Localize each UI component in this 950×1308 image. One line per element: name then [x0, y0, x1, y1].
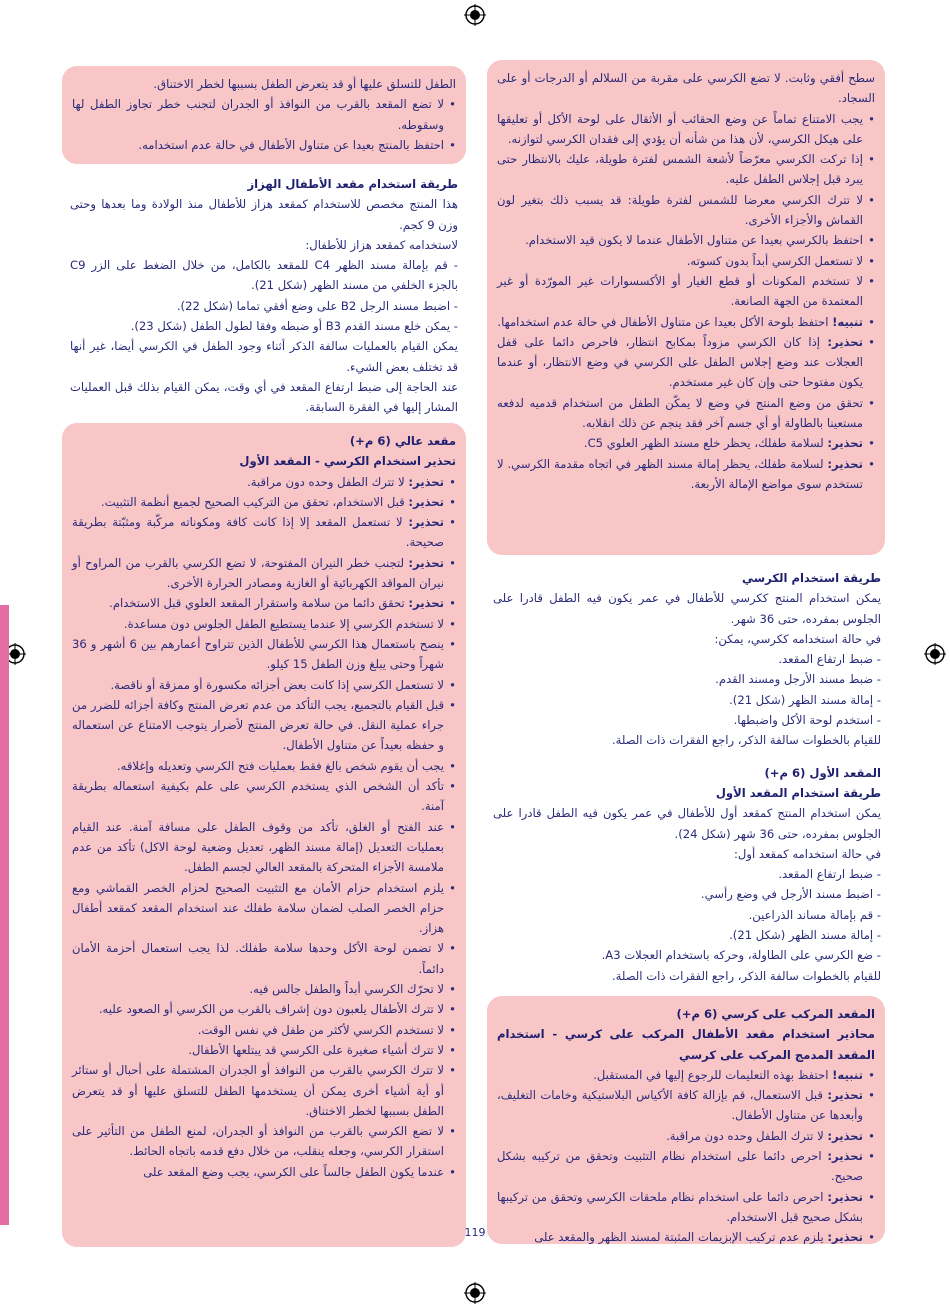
bullet-item: [497, 454, 875, 495]
bullet-text: لا تترك الطفل وحده دون مراقبة.: [666, 1128, 824, 1143]
paragraph: للقيام بالخطوات سالفة الذكر، راجع الفقرات ذات الصلة.: [611, 968, 881, 983]
bullet-item: [72, 1060, 456, 1121]
bullet-item: [497, 1227, 875, 1247]
spacer: [493, 751, 881, 763]
bullet-text: احرص دائما على استخدام نظام التثبيت وتحقق من تركيبه بشكل صحيح.: [497, 1149, 863, 1184]
bullet-item: [72, 94, 456, 135]
bullet-text: لا تضع المقعد بالقرب من النوافذ أو الجدران لتجنب خطر تجاوز الطفل لها وسقوطه.: [72, 97, 444, 132]
bullet-item: [497, 230, 875, 250]
paragraph: يمكن استخدام المنتج ككرسي للأطفال في عمر يكون فيه الطفل قادرا على الجلوس بمفرده، حتى 36 شهر.: [493, 591, 881, 626]
bullet-text: احرص دائما على استخدام نظام ملحقات الكرسي وتحقق من تركيبها بشكل صحيح قبل الاستخدام.: [497, 1189, 863, 1224]
warning-label: تحذير:: [408, 474, 444, 489]
bullet-text: يجب الامتناع تماماً عن وضع الحقائب أو الأثقال على لوحة الأكل أو تعليقها على هيكل الكرسي، لأن هذا من شأنه أن يؤدي إلى فقدان الكرسي لتوازنه.: [497, 111, 863, 146]
section-heading: طريقة استخدام مقعد الأطفال الهزاز: [247, 177, 458, 191]
bullet-item: [72, 1020, 456, 1040]
paragraph: - إمالة مسند الظهر (شكل 21).: [729, 928, 881, 943]
paragraph: في حالة استخدامه ككرسي، يمكن:: [714, 631, 881, 646]
warning-label: تحذير:: [827, 334, 864, 349]
bullet-item: [497, 393, 875, 434]
bullet-item: [72, 999, 456, 1019]
warning-label: تحذير:: [408, 596, 444, 611]
section-heading: مقعد عالي (6 م+): [349, 434, 456, 448]
warning-label: تحذير:: [408, 494, 444, 509]
bullet-item: [72, 634, 456, 675]
paragraph: - ضبط ارتفاع المقعد.: [778, 867, 881, 882]
bullet-text: لا تحرّك الكرسي أبداً والطفل جالس فيه.: [249, 982, 444, 997]
bullet-item: [72, 135, 456, 155]
bullet-item: [72, 1040, 456, 1060]
bullet-text: لا تستعمل الكرسي إذا كانت بعض أجزائه مكسورة أو ممزقة أو ناقصة.: [110, 677, 444, 692]
bullet-text: لا تترك الطفل وحده دون مراقبة.: [247, 474, 405, 489]
left-section-rocker: [70, 174, 458, 414]
bullet-list: [497, 109, 875, 495]
bullet-text: لا تضع الكرسي بالقرب من النوافذ أو الجدران، لمنع الطفل من التأثير على استقرار الكرسي، وجعله ينقلب، من خلال دفع قدمه باتجاه الحائط.: [72, 1124, 444, 1159]
paragraph: الطفل للتسلق عليها أو قد يتعرض الطفل بسببها لخطر الاختناق.: [153, 77, 456, 91]
warning-label: تحذير:: [827, 1088, 864, 1103]
bullet-text: احتفظ بالمنتج بعيدا عن متناول الأطفال في حالة عدم استخدامه.: [138, 137, 444, 152]
bullet-item: [497, 1126, 875, 1146]
paragraph: - استخدم لوحة الأكل واضبطها.: [733, 713, 881, 728]
bullet-item: [72, 1121, 456, 1162]
bullet-text: لسلامة طفلك، يحظر إمالة مسند الظهر في اتجاه مقدمة الكرسي. لا تستخدم سوى مواضع الإمالة الأربعة.: [497, 456, 863, 491]
paragraph: يمكن القيام بالعمليات سالفة الذكر أثناء وجود الطفل في الكرسي أيضا، غير أنها قد تختلف بعض الشيء.: [70, 339, 458, 374]
warning-label: تحذير:: [408, 515, 444, 530]
warning-label: تحذير:: [827, 1230, 863, 1245]
bullet-item: [72, 675, 456, 695]
bullet-item: [497, 1085, 875, 1126]
warning-label: تحذير:: [827, 456, 864, 471]
bullet-item: [497, 1146, 875, 1187]
right-warning-box-bottom: [487, 996, 885, 1244]
warning-label: تحذير:: [827, 1128, 863, 1143]
section-heading: طريقة استخدام المقعد الأول: [715, 785, 881, 800]
bullet-item: [72, 472, 456, 492]
section-heading: تحذير استخدام الكرسي - المقعد الأول: [239, 454, 456, 469]
bullet-item: [72, 776, 456, 817]
bullet-text: لا تستعمل المقعد إلا إذا كانت كافة ومكوناته مركّبة ومثبّتة بطريقة صحيحة.: [72, 515, 444, 550]
paragraph: يمكن استخدام المنتج كمقعد أول للأطفال في عمر يكون فيه الطفل قادرا على الجلوس بمفرده، حتى 36 شهر (شكل 24).: [493, 806, 881, 841]
bullet-text: تأكد أن الشخص الذي يستخدم الكرسي على علم بكيفية استعماله بطريقة آمنة.: [72, 779, 444, 814]
left-warning-box-bottom: [62, 423, 466, 1247]
bullet-text: قبل الاستخدام، تحقق من التركيب الصحيح لجميع أنظمة التثبيت.: [100, 494, 405, 509]
registration-mark-top-icon: [464, 4, 486, 26]
bullet-item: [72, 553, 456, 594]
bullet-item: [497, 149, 875, 190]
bullet-text: لتجنب خطر النيران المفتوحة، لا تضع الكرسي بالقرب من المراوح أو نيران المواقد الكهربائية أو الغازية ومصادر الحرارة الأخرى.: [72, 555, 444, 591]
paragraph: في حالة استخدامه كمقعد أول:: [734, 846, 881, 861]
section-heading: محاذير استخدام مقعد الأطفال المركب على كرسي - استخدام المقعد المدمج المركب على كرسي: [497, 1027, 875, 1062]
bullet-item: [497, 251, 875, 271]
paragraph: - قم بإمالة مسند الظهر C4 للمقعد بالكامل، من خلال الضغط على الزر C9 بالجزء الخلفي من مسند الظهر (شكل 21).: [70, 258, 458, 293]
registration-mark-bottom-icon: [464, 1282, 486, 1304]
right-warning-box-top: [487, 60, 885, 555]
bullet-item: [72, 938, 456, 979]
warning-label: تحذير:: [827, 436, 863, 451]
bullet-text: إذا كان الكرسي مزوداً بمكابح انتظار، فاحرص دائما على قفل العجلات عند وضع إجلاس الطفل على الكرسي في وضع الانتظار، أو عندما يكون مفتوحا حتى وإن كان غير مستخدم.: [497, 334, 863, 390]
bullet-item: [72, 756, 456, 776]
bullet-text: احتفظ بهذه التعليمات للرجوع إليها في المستقبل.: [593, 1067, 829, 1082]
paragraph: - ضع الكرسي على الطاولة، وحركه باستخدام العجلات A3.: [601, 948, 881, 963]
bullet-item: [72, 1162, 456, 1182]
warning-label: تحذير:: [408, 555, 445, 570]
bullet-text: يجب أن يقوم شخص بالغ فقط بعمليات فتح الكرسي وتعديله وإغلاقه.: [116, 758, 444, 773]
paragraph: سطح أفقي وثابت. لا تضع الكرسي على مقربة من السلالم أو الدرجات أو على السجاد.: [497, 71, 875, 106]
paragraph: - اضبط مسند الرجل B2 على وضع أفقي تماما (شكل 22).: [176, 298, 458, 313]
bullet-text: يلزم استخدام حزام الأمان مع التثبيت الصحيح لحزام الخصر القماشي ومع حزام الخصر الصلب لضمان سلامة طفلك عند استخدام المقعد كمقعد أطفال هزاز.: [72, 880, 444, 936]
bullet-item: [72, 512, 456, 553]
registration-mark-right-icon: [924, 643, 946, 665]
section-heading: المقعد المركب على كرسي (6 م+): [676, 1007, 875, 1021]
paragraph: - ضبط ارتفاع المقعد.: [778, 652, 881, 667]
bullet-text: لسلامة طفلك، يحظر خلع مسند الظهر العلوي C5.: [583, 436, 824, 451]
bullet-item: [497, 1187, 875, 1228]
bullet-list: [497, 1065, 875, 1248]
bullet-text: تحقق من وضع المنتج في وضع لا يمكّن الطفل من استخدام قدميه لدفعه مستعينا بالطاولة أو أي جسم آخر فقد ينجم عن ذلك انقلابه.: [497, 395, 863, 431]
bullet-item: [72, 695, 456, 756]
paragraph: لاستخدامه كمقعد هزاز للأطفال:: [305, 237, 458, 252]
warning-label: تنبيه!: [832, 314, 863, 329]
paragraph: - إمالة مسند الظهر (شكل 21).: [729, 692, 881, 707]
paragraph: - اضبط مسند الأرجل في وضع رأسي.: [700, 887, 881, 902]
bullet-text: لا تترك الأطفال يلعبون دون إشراف بالقرب من الكرسي أو الصعود عليه.: [98, 1002, 444, 1017]
section-heading: المقعد الأول (6 م+): [764, 765, 881, 780]
bullet-text: إذا تركت الكرسي معرّضاً لأشعة الشمس لفترة طويلة، عليك بالانتظار حتى يبرد قبل إجلاس الطفل عليه.: [497, 152, 863, 187]
bullet-item: [72, 593, 456, 613]
warning-label: تحذير:: [827, 1189, 863, 1204]
bullet-text: لا تستخدم الكرسي إلا عندما يستطيع الطفل الجلوس دون مساعدة.: [123, 616, 444, 631]
bullet-text: لا تترك الكرسي معرضا للشمس لفترة طويلة: قد يسبب ذلك بتغير لون القماش والأجزاء الأخرى.: [497, 192, 863, 228]
pink-side-strip: [0, 605, 9, 1225]
warning-label: تحذير:: [827, 1149, 863, 1164]
paragraph: - ضبط مسند الأرجل ومسند القدم.: [715, 672, 881, 687]
bullet-text: لا تستخدم المكونات أو قطع الغيار أو الأكسسوارات غير المورّدة أو غير المعتمدة من الجهة الصانعة.: [497, 273, 863, 309]
paragraph: عند الحاجة إلى ضبط ارتفاع المقعد في أي وقت، يمكن القيام بذلك قبل العمليات المشار إليها في الفقرة السابقة.: [70, 379, 458, 415]
bullet-list: [72, 94, 456, 155]
bullet-item: [72, 492, 456, 512]
bullet-text: لا تترك الكرسي بالقرب من النوافذ أو الجدران المشتملة على أحبال أو ستائر أو أية أشياء أخرى يمكن أن يستخدمها الطفل للتسلق عليها أو قد يتعرض الطفل بسببها لخطر الاختناق.: [72, 1063, 444, 1118]
bullet-item: [497, 109, 875, 150]
bullet-item: [72, 878, 456, 939]
bullet-text: تحقق دائما من سلامة واستقرار المقعد العلوي قبل الاستخدام.: [109, 596, 405, 611]
bullet-item: [497, 271, 875, 312]
bullet-item: [497, 1065, 875, 1085]
bullet-text: ينصح باستعمال هذا الكرسي للأطفال الذين تتراوح أعمارهم بين 6 أشهر و 36 شهراً وحتى يبلغ وزن الطفل 15 كيلو.: [72, 636, 444, 672]
bullet-item: [72, 817, 456, 878]
warning-label: تنبيه!: [832, 1067, 863, 1082]
paragraph: هذا المنتج مخصص للاستخدام كمقعد هزاز للأطفال منذ الولادة وما بعدها وحتى وزن 9 كجم.: [70, 197, 458, 232]
paragraph: - يمكن خلع مسند القدم B3 أو ضبطه وفقا لطول الطفل (شكل 23).: [130, 319, 458, 334]
bullet-text: لا تترك أشياء صغيرة على الكرسي قد يبتلعها الأطفال.: [188, 1042, 444, 1057]
bullet-text: قبل الاستعمال، قم بإزالة كافة الأكياس البلاستيكية وخامات التغليف، وأبعدها عن متناول الأطفال.: [497, 1088, 863, 1123]
paragraph: - قم بإمالة مساند الذراعين.: [748, 907, 881, 922]
bullet-text: لا تستخدم الكرسي لأكثر من طفل في نفس الوقت.: [197, 1022, 444, 1037]
section-heading: طريقة استخدام الكرسي: [742, 571, 881, 585]
bullet-item: [72, 614, 456, 634]
bullet-item: [72, 979, 456, 999]
bullet-text: عندما يكون الطفل جالساً على الكرسي، يجب وضع المقعد على: [143, 1164, 444, 1179]
bullet-text: احتفظ بالكرسي بعيدا عن متناول الأطفال عندما لا يكون قيد الاستخدام.: [525, 233, 863, 248]
paragraph: للقيام بالخطوات سالفة الذكر، راجع الفقرات ذات الصلة.: [611, 733, 881, 748]
bullet-item: [497, 312, 875, 332]
bullet-item: [497, 190, 875, 231]
bullet-text: قبل القيام بالتجميع، يجب التأكد من عدم تعرض المنتج وكافة أجزائه للضرر من جراء عملية النقل. في حالة تعرض المنتج لأضرار يتوجب الامتناع عن استعماله و حفظه بعيداً عن متناول الأطفال.: [72, 697, 444, 753]
right-section-usage: [493, 568, 881, 986]
bullet-list: [72, 472, 456, 1182]
bullet-text: احتفظ بلوحة الأكل بعيدا عن متناول الأطفال في حالة عدم استخدامها.: [497, 314, 829, 329]
bullet-text: عند الفتح أو الغلق، تأكد من وقوف الطفل على مسافة آمنة. عند القيام بعمليات التعديل (إمالة مسند الظهر، تعديل وضعية لوحة الاكل) تأكد من عدم ملامسة الأجزاء المتحركة بالمقعد العالي لجسم الطفل.: [72, 819, 444, 875]
bullet-item: [497, 433, 875, 453]
bullet-text: لا تستعمل الكرسي أبداً بدون كسوته.: [686, 253, 863, 268]
bullet-text: لا تضمن لوحة الأكل وحدها سلامة طفلك. لذا يجب استعمال أحزمة الأمان دائماً.: [72, 941, 444, 976]
bullet-text: يلزم عدم تركيب الإبزيمات المثبتة لمسند الظهر والمقعد على: [534, 1230, 824, 1245]
page-number: 119: [464, 1226, 486, 1239]
left-warning-box-top: [62, 66, 466, 164]
bullet-item: [497, 332, 875, 393]
